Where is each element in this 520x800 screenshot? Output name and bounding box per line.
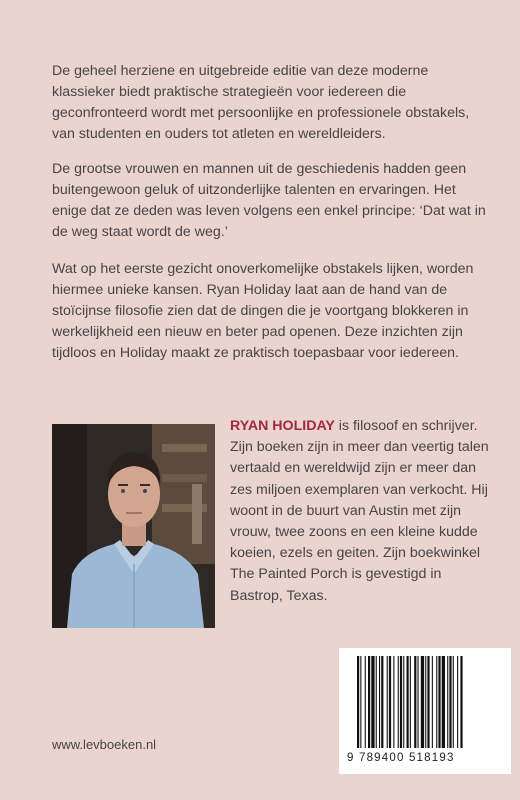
barcode-bar — [400, 656, 402, 748]
barcode-bar — [398, 656, 399, 748]
intro-paragraph: De geheel herziene en uitgebreide editie van deze moderne klassieker biedt praktische strategieën voor iedereen die geconfronteerd wordt met persoonlijke en professionele obstakels, van studenten en ouders tot atleten en wereldleiders. — [52, 63, 470, 142]
barcode — [339, 648, 511, 774]
barcode-bar — [460, 656, 462, 748]
history-paragraph: De grootse vrouwen en mannen uit de geschiedenis hadden geen buitengewoon geluk of uitzonderlijke talenten en ervaringen. Het enige dat ze deden was leven volgens een enkel principe: ‘Dat wat in de weg staat wordt de weg.’ — [52, 161, 486, 240]
isbn-number: 9 789400 518193 — [347, 752, 455, 764]
barcode-bar — [376, 656, 377, 748]
barcode-bar — [449, 656, 451, 748]
barcode-bar — [432, 656, 433, 748]
barcode-bar — [442, 656, 445, 748]
barcode-bar — [357, 656, 359, 748]
barcode-bar — [360, 656, 361, 748]
barcode-bar — [387, 656, 388, 748]
barcode-bar — [418, 656, 419, 748]
barcode-bar — [368, 656, 370, 748]
barcode-bar — [414, 656, 416, 748]
barcode-bar — [438, 656, 440, 748]
barcode-bar — [425, 656, 426, 748]
author-bio-text: is filosoof en schrijver. Zijn boeken zijn in meer dan veertig talen vertaald en wereldwijd zijn er meer dan zes miljoen exemplaren van verkocht. Hij woont in de buurt van Austin met zijn vrouw, twee zoons en een kleine kudde koeien, ezels en geiten. Zijn boekwinkel The Painted Porch is gevestigd in Bastrop, Texas. — [230, 418, 489, 604]
barcode-bar — [389, 656, 391, 748]
author-bio — [230, 416, 492, 607]
barcode-bar — [403, 656, 404, 748]
barcode-bar — [453, 656, 454, 748]
barcode-bar — [436, 656, 437, 748]
barcode-bar — [421, 656, 424, 748]
barcode-bars — [339, 648, 511, 752]
barcode-bar — [381, 656, 383, 748]
barcode-bar — [365, 656, 366, 748]
barcode-bar — [393, 656, 394, 748]
barcode-bar — [427, 656, 429, 748]
publisher-website: www.levboeken.nl — [52, 737, 157, 752]
barcode-bar — [379, 656, 380, 748]
barcode-bar — [447, 656, 448, 748]
barcode-bar — [407, 656, 409, 748]
barcode-bar — [410, 656, 411, 748]
author-photo — [52, 424, 215, 628]
barcode-bar — [371, 656, 374, 748]
author-portrait-image — [52, 424, 215, 628]
author-name: RYAN HOLIDAY — [230, 418, 335, 434]
philosophy-paragraph: Wat op het eerste gezicht onoverkomelijke obstakels lijken, worden hiermee unieke kansen. Ryan Holiday laat aan de hand van de stoïcijnse filosofie zien dat de dingen die je voortgang blokkeren in werkelijkheid een nieuw en beter pad openen. Deze inzichten zijn tijdloos en Holiday maakt ze praktisch toepasbaar voor iedereen. — [52, 261, 474, 361]
barcode-bar — [457, 656, 458, 748]
